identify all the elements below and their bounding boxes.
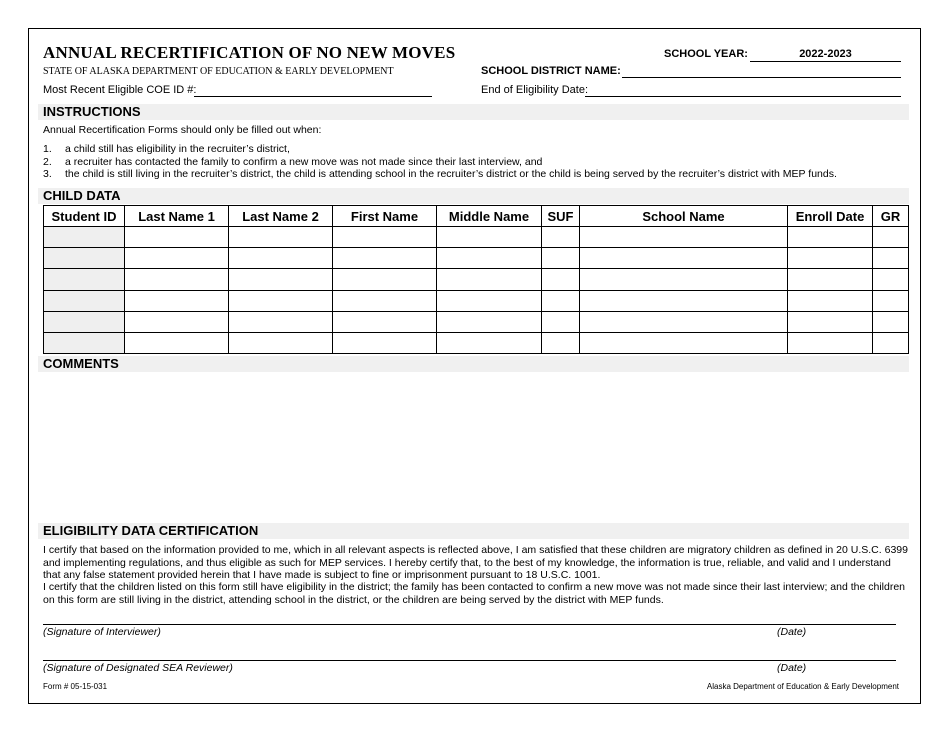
last-name-2-cell[interactable]: [229, 332, 333, 353]
table-row: [44, 248, 909, 269]
middle-name-cell[interactable]: [437, 332, 542, 353]
instruction-text-3: the child is still living in the recruiter’s district, the child is attending school in the recruiter’s district or the child is being served by the recruiter’s district with MEP funds.: [65, 168, 837, 180]
form-number: Form # 05-15-031: [43, 682, 108, 691]
suffix-cell[interactable]: [542, 269, 580, 290]
last-name-1-cell[interactable]: [125, 332, 229, 353]
column-header-enroll-date: Enroll Date: [788, 206, 873, 227]
suffix-cell[interactable]: [542, 248, 580, 269]
child-data-table: [43, 205, 909, 354]
column-header-school-name: School Name: [580, 206, 788, 227]
enroll-date-cell[interactable]: [788, 269, 873, 290]
grade-cell[interactable]: [873, 290, 909, 311]
certification-paragraph-1: I certify that based on the information provided to me, which in all relevant aspects is reflected above, I am satisfied that these children are migratory children as defined in 20 U.S.C. 6399 and implementing regulations, and thus eligible as such for MEP services. I hereby certify that, to the best of my knowledge, the information is true, reliable, and valid and I understand that any false statement provided herein that I have made is subject to fine or imprisonment pursuant to 18 U.S.C. 1001.: [43, 544, 908, 581]
reviewer-signature-label: (Signature of Designated SEA Reviewer): [43, 662, 233, 674]
suffix-cell[interactable]: [542, 311, 580, 332]
comments-heading: COMMENTS: [43, 356, 119, 371]
school-name-cell[interactable]: [580, 227, 788, 248]
student-id-cell[interactable]: [44, 290, 125, 311]
school-name-cell[interactable]: [580, 269, 788, 290]
column-header-grade: GR: [873, 206, 909, 227]
school-name-cell[interactable]: [580, 248, 788, 269]
enroll-date-cell[interactable]: [788, 248, 873, 269]
eligibility-end-underline: [585, 96, 901, 97]
grade-cell[interactable]: [873, 311, 909, 332]
interviewer-signature-line[interactable]: [43, 624, 896, 625]
instructions-heading: INSTRUCTIONS: [43, 104, 141, 119]
first-name-cell[interactable]: [333, 332, 437, 353]
middle-name-cell[interactable]: [437, 290, 542, 311]
first-name-cell[interactable]: [333, 269, 437, 290]
middle-name-cell[interactable]: [437, 269, 542, 290]
instruction-item-1: [43, 143, 52, 156]
table-row: [44, 227, 909, 248]
last-name-1-cell[interactable]: [125, 311, 229, 332]
first-name-cell[interactable]: [333, 311, 437, 332]
last-name-2-cell[interactable]: [229, 269, 333, 290]
suffix-cell[interactable]: [542, 290, 580, 311]
table-row: [44, 269, 909, 290]
suffix-cell[interactable]: [542, 227, 580, 248]
column-header-last-name-2: Last Name 2: [229, 206, 333, 227]
instruction-text-2: a recruiter has contacted the family to confirm a new move was not made since their last interview, and: [65, 156, 543, 168]
certification-heading: ELIGIBILITY DATA CERTIFICATION: [43, 523, 259, 538]
school-name-cell[interactable]: [580, 311, 788, 332]
child-data-heading: CHILD DATA: [43, 188, 121, 203]
last-name-2-cell[interactable]: [229, 290, 333, 311]
middle-name-cell[interactable]: [437, 227, 542, 248]
child-data-section-header: [38, 188, 909, 204]
student-id-cell[interactable]: [44, 227, 125, 248]
middle-name-cell[interactable]: [437, 311, 542, 332]
last-name-1-cell[interactable]: [125, 248, 229, 269]
school-year-underline: [750, 61, 901, 62]
form-subtitle: STATE OF ALASKA DEPARTMENT OF EDUCATION & EARLY DEVELOPMENT: [43, 66, 394, 77]
last-name-1-cell[interactable]: [125, 227, 229, 248]
middle-name-cell[interactable]: [437, 248, 542, 269]
grade-cell[interactable]: [873, 269, 909, 290]
column-header-student-id: Student ID: [44, 206, 125, 227]
last-name-1-cell[interactable]: [125, 269, 229, 290]
column-header-first-name: First Name: [333, 206, 437, 227]
last-name-1-cell[interactable]: [125, 290, 229, 311]
student-id-cell[interactable]: [44, 332, 125, 353]
suffix-cell[interactable]: [542, 332, 580, 353]
coe-id-underline: [194, 96, 432, 97]
enroll-date-cell[interactable]: [788, 311, 873, 332]
district-name-label: SCHOOL DISTRICT NAME:: [481, 65, 621, 77]
reviewer-date-label: (Date): [777, 662, 807, 674]
column-header-last-name-1: Last Name 1: [125, 206, 229, 227]
table-row: [44, 311, 909, 332]
table-row: [44, 290, 909, 311]
enroll-date-cell[interactable]: [788, 227, 873, 248]
instructions-intro: Annual Recertification Forms should only be filled out when:: [43, 124, 322, 136]
school-name-cell[interactable]: [580, 290, 788, 311]
certification-paragraph-2: I certify that the children listed on this form still have eligibility in the district; the family has been contacted to confirm a new move was not made since their last interview; and the children on this form are still living in the district, attending school in the district, or the children are being served by the district with MEP funds.: [43, 581, 905, 606]
column-header-suffix: SUF: [542, 206, 580, 227]
table-row: [44, 332, 909, 353]
interviewer-signature-label: (Signature of Interviewer): [43, 626, 161, 638]
first-name-cell[interactable]: [333, 227, 437, 248]
school-year-field[interactable]: 2022-2023: [799, 48, 852, 60]
instruction-number: 2.: [43, 156, 52, 168]
first-name-cell[interactable]: [333, 290, 437, 311]
coe-id-label: Most Recent Eligible COE ID #:: [43, 84, 197, 96]
instructions-section-header: [38, 104, 909, 120]
district-name-field[interactable]: [625, 64, 900, 77]
instruction-item-2: [43, 156, 52, 169]
student-id-cell[interactable]: [44, 248, 125, 269]
footer-agency: Alaska Department of Education & Early Development: [706, 682, 899, 691]
comments-field[interactable]: [43, 376, 908, 516]
interviewer-date-label: (Date): [777, 626, 807, 638]
enroll-date-cell[interactable]: [788, 332, 873, 353]
instruction-text-1: a child still has eligibility in the recruiter’s district,: [65, 143, 290, 155]
coe-id-field[interactable]: [196, 83, 430, 96]
eligibility-end-label: End of Eligibility Date:: [481, 84, 588, 96]
comments-section-header: [38, 356, 909, 372]
student-id-cell[interactable]: [44, 311, 125, 332]
school-name-cell[interactable]: [580, 332, 788, 353]
school-year-label: SCHOOL YEAR:: [664, 48, 748, 60]
grade-cell[interactable]: [873, 248, 909, 269]
enroll-date-cell[interactable]: [788, 290, 873, 311]
grade-cell[interactable]: [873, 332, 909, 353]
instruction-number: 3.: [43, 168, 52, 180]
eligibility-end-field[interactable]: [588, 83, 900, 96]
reviewer-signature-line[interactable]: [43, 660, 896, 661]
form-title: ANNUAL RECERTIFICATION OF NO NEW MOVES: [43, 43, 456, 62]
last-name-2-cell[interactable]: [229, 227, 333, 248]
instruction-item-3: [43, 168, 52, 181]
student-id-cell[interactable]: [44, 269, 125, 290]
district-name-underline: [622, 77, 901, 78]
last-name-2-cell[interactable]: [229, 248, 333, 269]
certification-section-header: [38, 523, 909, 539]
table-header-row: [44, 206, 909, 227]
first-name-cell[interactable]: [333, 248, 437, 269]
last-name-2-cell[interactable]: [229, 311, 333, 332]
instruction-number: 1.: [43, 143, 52, 155]
column-header-middle-name: Middle Name: [437, 206, 542, 227]
grade-cell[interactable]: [873, 227, 909, 248]
